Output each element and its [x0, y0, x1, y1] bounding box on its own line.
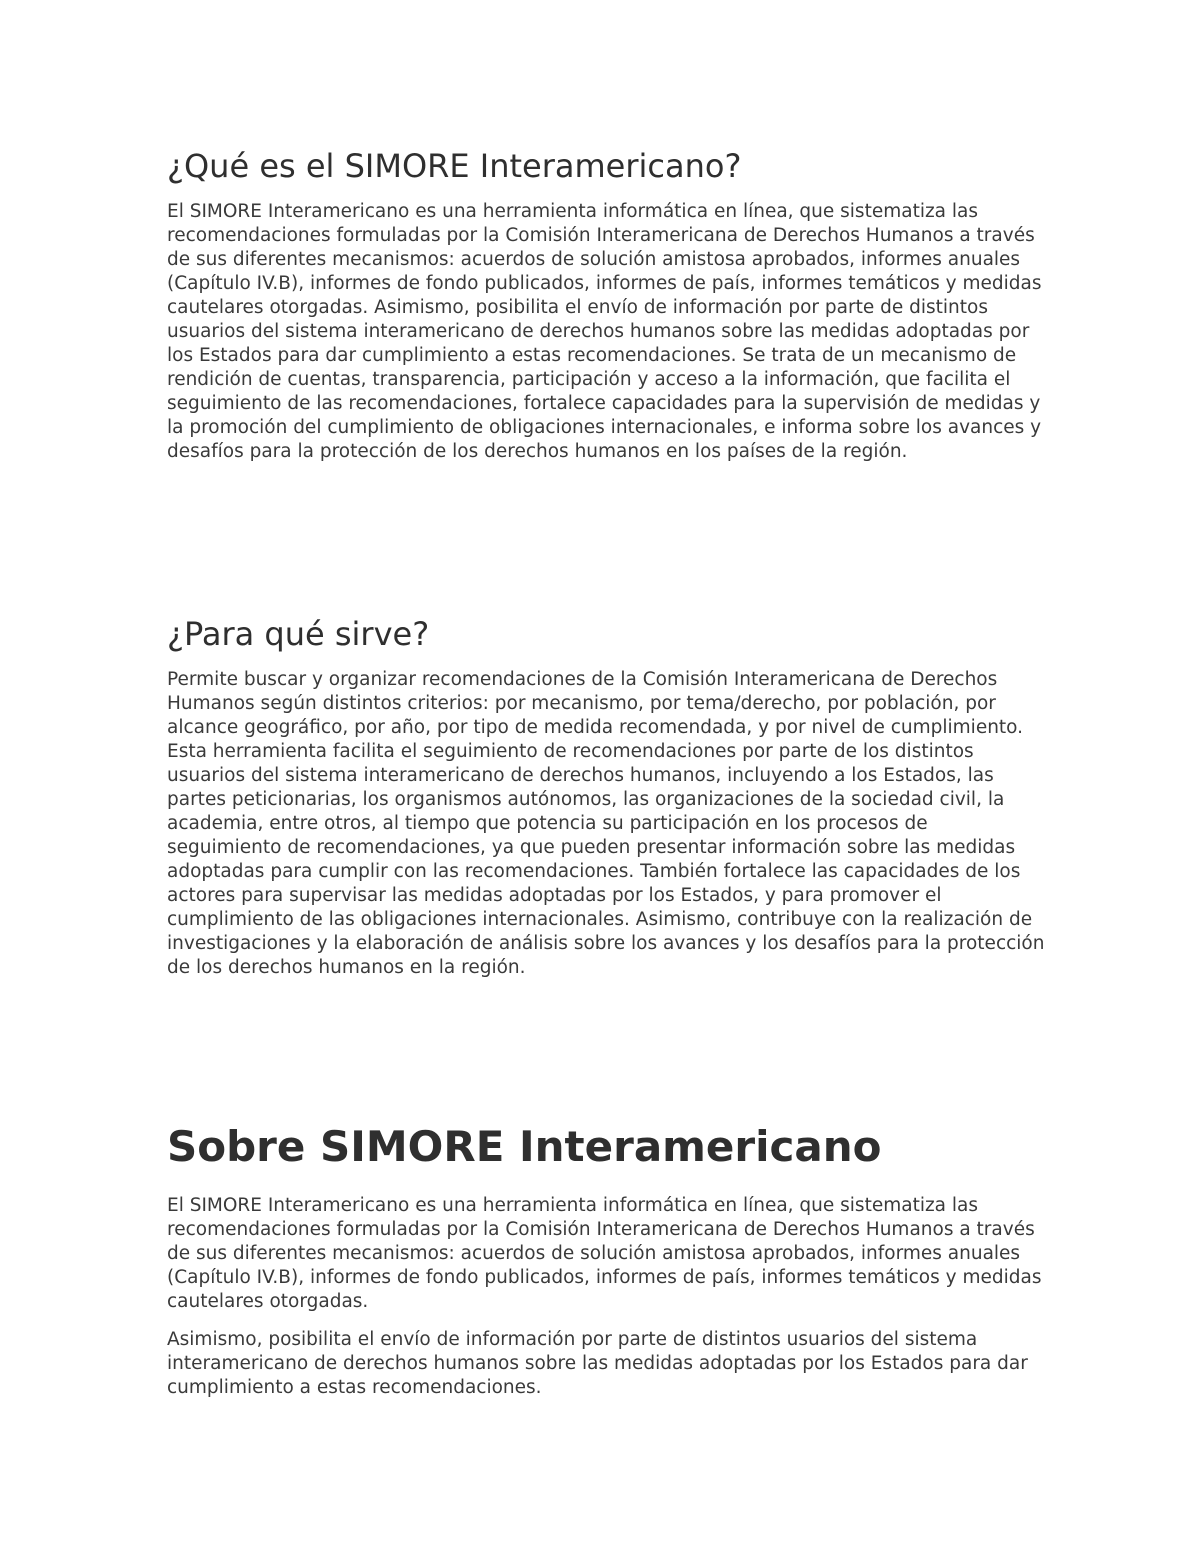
section-paragraph: El SIMORE Interamericano es una herramienta informática en línea, que sistematiza las recomendaciones formuladas por la Comisión Interamericana de Derechos Humanos a través de sus diferentes mecanismos: acuerdos de solución amistosa aprobados, informes anuales (Capítulo IV.B), informes de fondo publicados, informes de país, informes temáticos y medidas cautelares otorgadas. [167, 1195, 1042, 1312]
section-que-es [167, 146, 1047, 464]
section-title: Sobre SIMORE Interamericano [167, 1122, 882, 1171]
section-paragraph: El SIMORE Interamericano es una herramienta informática en línea, que sistematiza las recomendaciones formuladas por la Comisión Interamericana de Derechos Humanos a través de sus diferentes mecanismos: acuerdos de solución amistosa aprobados, informes anuales (Capítulo IV.B), informes de fondo publicados, informes de país, informes temáticos y medidas cautelares otorgadas. Asimismo, posibilita el envío de información por parte de distintos usuarios del sistema interamericano de derechos humanos sobre las medidas adoptadas por los Estados para dar cumplimiento a estas recomendaciones. Se trata de un mecanismo de rendición de cuentas, transparencia, participación y acceso a la información, que facilita el seguimiento de las recomendaciones, fortalece capacidades para la supervisión de medidas y la promoción del cumplimiento de obligaciones internacionales, e informa sobre los avances y desafíos para la protección de los derechos humanos en los países de la región. [167, 201, 1042, 462]
section-sobre-simore [167, 1122, 1047, 1400]
section-paragraph: Permite buscar y organizar recomendaciones de la Comisión Interamericana de Derechos Humanos según distintos criterios: por mecanismo, por tema/derecho, por población, por alcance geográfico, por año, por tipo de medida recomendada, y por nivel de cumplimiento. Esta herramienta facilita el seguimiento de recomendaciones por parte de los distintos usuarios del sistema interamericano de derechos humanos, incluyendo a los Estados, las partes peticionarias, los organismos autónomos, las organizaciones de la sociedad civil, la academia, entre otros, al tiempo que potencia su participación en los procesos de seguimiento de recomendaciones, ya que pueden presentar información sobre las medidas adoptadas para cumplir con las recomendaciones. También fortalece las capacidades de los actores para supervisar las medidas adoptadas por los Estados, y para promover el cumplimiento de las obligaciones internacionales. Asimismo, contribuye con la realización de investigaciones y la elaboración de análisis sobre los avances y los desafíos para la protección de los derechos humanos en la región. [167, 669, 1045, 978]
section-heading: ¿Qué es el SIMORE Interamericano? [167, 147, 742, 185]
section-paragraph: Asimismo, posibilita el envío de información por parte de distintos usuarios del sistema interamericano de derechos humanos sobre las medidas adoptadas por los Estados para dar cumplimiento a estas recomendaciones. [167, 1329, 1028, 1398]
section-para-que-sirve [167, 614, 1047, 980]
section-heading: ¿Para qué sirve? [167, 615, 430, 653]
